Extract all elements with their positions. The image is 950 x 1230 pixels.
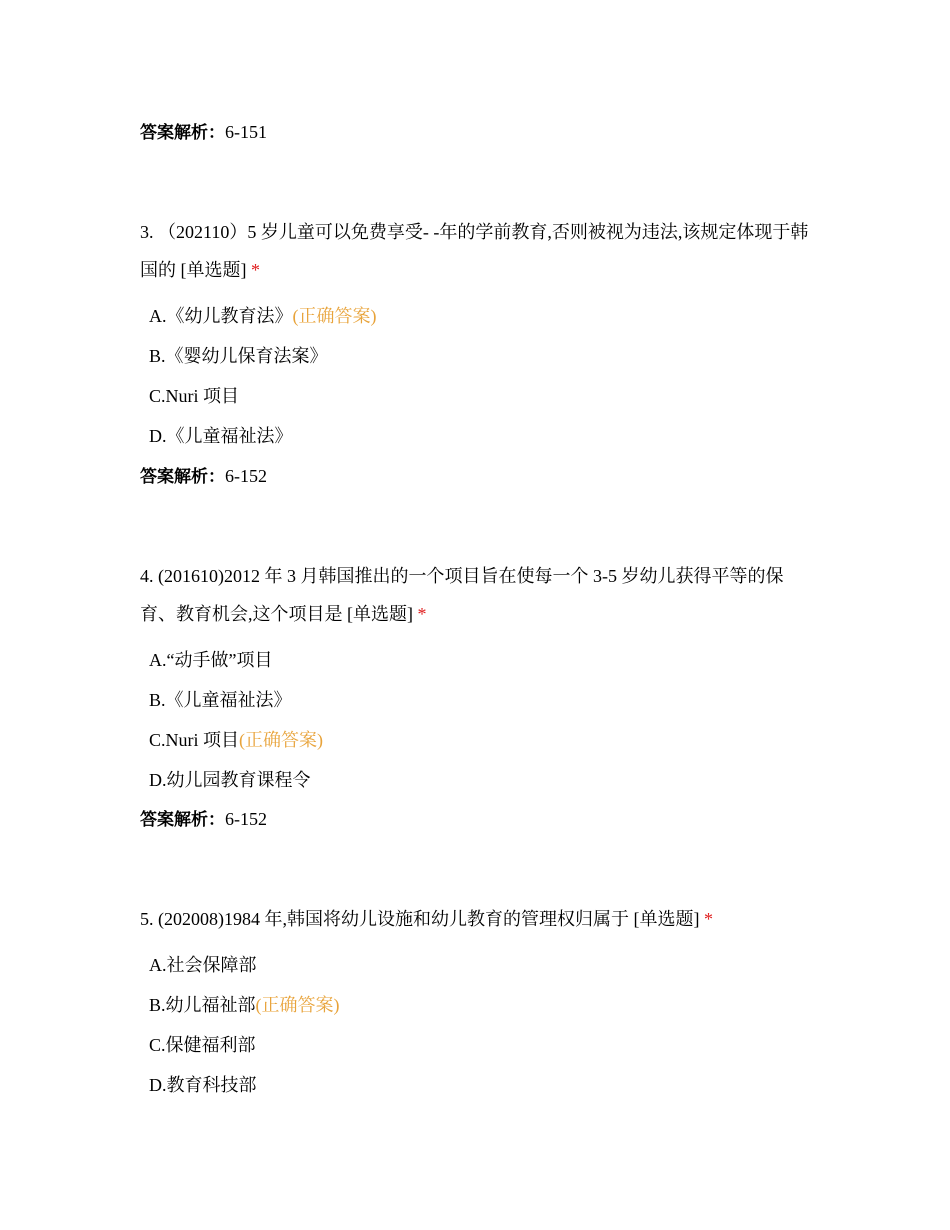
option-text: B.幼儿福祉部 xyxy=(149,995,256,1015)
question-text: 4. (201610)2012 年 3 月韩国推出的一个项目旨在使每一个 3-5 岁幼儿获得平等的保育、教育机会,这个项目是 [单选题] xyxy=(140,566,784,624)
required-mark: * xyxy=(703,909,713,929)
analysis-value: 6-152 xyxy=(225,466,267,486)
analysis-label: 答案解析： xyxy=(140,467,225,487)
required-mark: * xyxy=(251,260,260,280)
option-c[interactable] xyxy=(149,384,239,408)
question-3 xyxy=(140,213,810,289)
option-b[interactable] xyxy=(149,688,292,712)
question-text: 5. (202008)1984 年,韩国将幼儿设施和幼儿教育的管理权归属于 [单选题] xyxy=(140,909,700,929)
correct-answer-tag: (正确答案) xyxy=(292,306,377,326)
question-5 xyxy=(140,900,810,938)
analysis-label: 答案解析： xyxy=(140,123,225,143)
option-text: D.教育科技部 xyxy=(149,1075,257,1095)
answer-analysis xyxy=(140,120,267,145)
option-text: C.Nuri 项目 xyxy=(149,730,239,750)
question-text: 3. （202110）5 岁儿童可以免费享受- -年的学前教育,否则被视为违法,该规定体现于韩国的 [单选题] xyxy=(140,222,809,280)
correct-answer-tag: (正确答案) xyxy=(255,995,340,1015)
option-d[interactable] xyxy=(149,768,311,792)
option-a[interactable] xyxy=(149,953,257,977)
analysis-value: 6-152 xyxy=(225,809,267,829)
option-d[interactable] xyxy=(149,424,293,448)
option-b[interactable] xyxy=(149,344,328,368)
answer-analysis xyxy=(140,464,267,489)
option-text: D.幼儿园教育课程令 xyxy=(149,770,311,790)
option-text: A.社会保障部 xyxy=(149,955,257,975)
option-c[interactable] xyxy=(149,728,323,752)
option-text: D.《儿童福祉法》 xyxy=(149,426,293,446)
option-a[interactable] xyxy=(149,304,377,328)
option-text: B.《儿童福祉法》 xyxy=(149,690,292,710)
option-c[interactable] xyxy=(149,1033,256,1057)
analysis-label: 答案解析： xyxy=(140,810,225,830)
answer-analysis xyxy=(140,807,267,832)
option-d[interactable] xyxy=(149,1073,257,1097)
option-a[interactable] xyxy=(149,648,272,672)
option-text: A.《幼儿教育法》 xyxy=(149,306,293,326)
option-text: C.保健福利部 xyxy=(149,1035,256,1055)
option-text: C.Nuri 项目 xyxy=(149,386,239,406)
analysis-value: 6-151 xyxy=(225,122,267,142)
question-4 xyxy=(140,557,810,633)
option-text: A.“动手做”项目 xyxy=(149,650,273,670)
required-mark: * xyxy=(417,604,427,624)
option-b[interactable] xyxy=(149,993,340,1017)
option-text: B.《婴幼儿保育法案》 xyxy=(149,346,328,366)
correct-answer-tag: (正确答案) xyxy=(239,730,323,750)
